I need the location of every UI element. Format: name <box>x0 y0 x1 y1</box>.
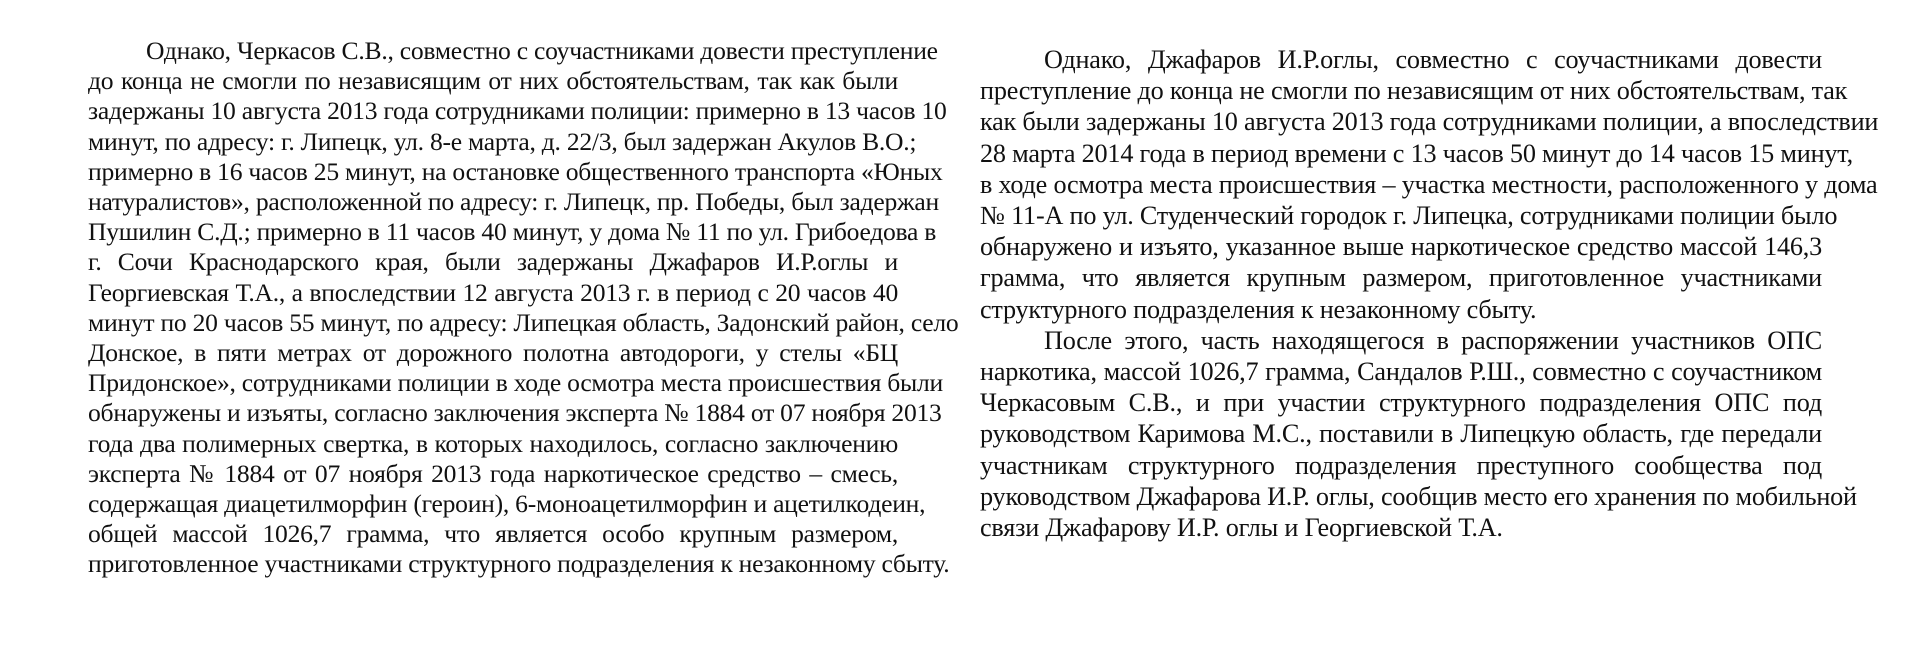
text-line: примерно в 16 часов 25 минут, на остановке общественного транспорта «Юных <box>88 156 943 186</box>
text-line: связи Джафарову И.Р. оглы и Георгиевской Т.А. <box>980 513 1503 543</box>
text-line: После этого, часть находящегося в распоряжении участников ОПС <box>1044 325 1822 355</box>
text-line: содержащая диацетилморфин (героин), 6-моноацетилморфин и ацетилкодеин, <box>88 489 926 519</box>
text-line: 28 марта 2014 года в период времени с 13 часов 50 минут до 14 часов 15 минут, <box>980 138 1853 168</box>
text-line: участникам структурного подразделения преступного сообщества под <box>980 450 1822 480</box>
text-line: минут, по адресу: г. Липецк, ул. 8-е марта, д. 22/3, был задержан Акулов В.О.; <box>88 126 917 156</box>
text-line: эксперта № 1884 от 07 ноября 2013 года наркотическое средство – смесь, <box>88 458 898 488</box>
text-line: руководством Каримова М.С., поставили в Липецкую область, где передали <box>980 419 1822 449</box>
text-line: грамма, что является крупным размером, приготовленное участниками <box>980 263 1822 293</box>
text-line: года два полимерных свертка, в которых находилось, согласно заключению <box>88 428 898 458</box>
left-paragraph-1 <box>88 36 959 580</box>
text-line: как были задержаны 10 августа 2013 года сотрудниками полиции, а впоследствии <box>980 107 1879 137</box>
right-column <box>980 44 1879 543</box>
text-line: Пушилин С.Д.; примерно в 11 часов 40 минут, у дома № 11 по ул. Грибоедова в <box>88 217 937 247</box>
text-line: № 11-А по ул. Студенческий городок г. Липецка, сотрудниками полиции было <box>980 201 1838 231</box>
text-line: преступление до конца не смогли по независящим от них обстоятельствам, так <box>980 76 1848 106</box>
text-line: приготовленное участниками структурного подразделения к незаконному сбыту. <box>88 549 950 579</box>
text-line: структурного подразделения к незаконному сбыту. <box>980 294 1537 324</box>
text-line: задержаны 10 августа 2013 года сотрудниками полиции: примерно в 13 часов 10 <box>88 96 947 126</box>
right-paragraph-1 <box>980 44 1879 325</box>
left-column <box>88 36 959 580</box>
text-line: в ходе осмотра места происшествия – участка местности, расположенного у дома <box>980 169 1878 199</box>
text-line: Однако, Джафаров И.Р.оглы, совместно с соучастниками довести <box>1044 45 1822 74</box>
text-line: наркотика, массой 1026,7 грамма, Сандалов Р.Ш., совместно с соучастником <box>980 357 1822 387</box>
text-line: Однако, Черкасов С.В., совместно с соучастниками довести преступление <box>146 36 938 65</box>
text-line: обнаружено и изъято, указанное выше наркотическое средство массой 146,3 <box>980 232 1822 262</box>
text-line: Георгиевская Т.А., а впоследствии 12 августа 2013 г. в период с 20 часов 40 <box>88 277 898 307</box>
right-paragraph-2 <box>980 325 1857 543</box>
text-line: руководством Джафарова И.Р. оглы, сообщив место его хранения по мобильной <box>980 481 1857 511</box>
text-line: Придонское», сотрудниками полиции в ходе осмотра места происшествия были <box>88 368 943 398</box>
text-line: общей массой 1026,7 грамма, что является особо крупным размером, <box>88 519 898 549</box>
text-line: обнаружены и изъяты, согласно заключения эксперта № 1884 от 07 ноября 2013 <box>88 398 942 428</box>
text-line: г. Сочи Краснодарского края, были задержаны Джафаров И.Р.оглы и <box>88 247 898 277</box>
text-line: Донское, в пяти метрах от дорожного полотна автодороги, у стелы «БЦ <box>88 338 898 368</box>
text-line: минут по 20 часов 55 минут, по адресу: Липецкая область, Задонский район, село <box>88 307 959 337</box>
text-line: натуралистов», расположенной по адресу: г. Липецк, пр. Победы, был задержан <box>88 187 939 217</box>
text-line: до конца не смогли по независящим от них обстоятельствам, так как были <box>88 66 898 96</box>
text-line: Черкасовым С.В., и при участии структурного подразделения ОПС под <box>980 388 1822 418</box>
